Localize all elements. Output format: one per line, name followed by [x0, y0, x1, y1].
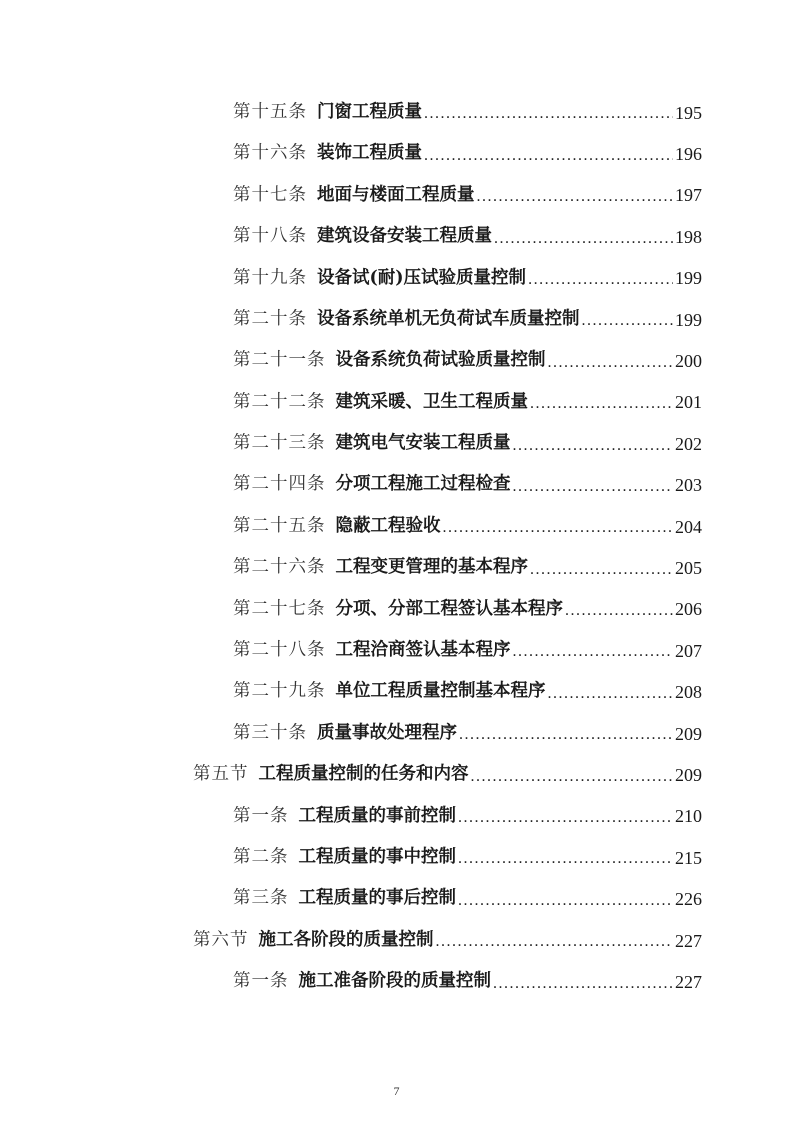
toc-entry-title: 工程质量的事前控制	[298, 805, 456, 826]
toc-entry-title: 施工各阶段的质量控制	[258, 929, 434, 950]
toc-entry[interactable]	[0, 547, 793, 588]
toc-entry-page: 208	[675, 682, 702, 703]
toc-entry-page: 205	[675, 557, 702, 578]
toc-entry-number: 第十八条	[233, 226, 307, 247]
toc-entry-number: 第三十条	[233, 722, 307, 743]
toc-entry[interactable]	[0, 671, 793, 712]
toc-dot-leader	[513, 438, 674, 465]
toc-entry-number: 第二十三条	[233, 433, 326, 454]
toc-entry-number: 第十五条	[233, 101, 307, 122]
toc-entry-number: 第二条	[233, 846, 289, 867]
toc-entry-page: 203	[675, 475, 702, 496]
toc-entry[interactable]	[0, 382, 793, 423]
toc-entry-number: 第二十一条	[233, 350, 326, 371]
toc-entry[interactable]	[0, 258, 793, 299]
toc-entry-number: 第二十八条	[233, 640, 326, 661]
toc-dot-leader	[513, 479, 674, 506]
toc-dot-leader	[471, 769, 674, 796]
toc-dot-leader	[530, 396, 673, 423]
toc-entry-page: 215	[675, 847, 702, 868]
toc-entry-title: 工程质量的事后控制	[298, 888, 456, 909]
toc-entry-page: 207	[675, 640, 702, 661]
toc-dot-leader	[458, 893, 673, 920]
toc-dot-leader	[582, 313, 674, 340]
toc-entry-number: 第一条	[233, 971, 289, 992]
toc-entry[interactable]	[0, 465, 793, 506]
toc-entry-page: 210	[675, 806, 702, 827]
toc-dot-leader	[424, 148, 673, 175]
toc-entry[interactable]	[0, 630, 793, 671]
toc-entry-page: 206	[675, 599, 702, 620]
toc-entry-number: 第二十七条	[233, 598, 326, 619]
toc-entry[interactable]	[0, 961, 793, 1002]
toc-entry[interactable]	[0, 340, 793, 381]
toc-entry-title: 建筑电气安装工程质量	[335, 433, 511, 454]
toc-entry-title: 工程质量控制的任务和内容	[258, 764, 469, 785]
toc-entry-title: 设备系统负荷试验质量控制	[335, 350, 546, 371]
toc-entry[interactable]	[0, 216, 793, 257]
toc-entry-number: 第二十五条	[233, 515, 326, 536]
toc-entry-page: 201	[675, 392, 702, 413]
toc-dot-leader	[494, 231, 673, 258]
toc-dot-leader	[565, 603, 673, 630]
toc-entry[interactable]	[0, 837, 793, 878]
toc-entry-page: 197	[675, 185, 702, 206]
toc-entry-page: 226	[675, 889, 702, 910]
toc-entry-page: 199	[675, 309, 702, 330]
toc-dot-leader	[548, 355, 674, 382]
toc-entry[interactable]	[0, 796, 793, 837]
toc-entry-title: 地面与楼面工程质量	[317, 184, 475, 205]
toc-dot-leader	[436, 934, 674, 961]
toc-entry-page: 204	[675, 516, 702, 537]
toc-entry-title: 建筑设备安装工程质量	[317, 226, 492, 247]
toc-entry-number: 第十七条	[233, 184, 307, 205]
toc-entry-page: 209	[675, 764, 702, 785]
table-of-contents	[0, 92, 793, 1003]
toc-entry-title: 工程质量的事中控制	[298, 846, 456, 867]
toc-entry-number: 第二十四条	[233, 474, 326, 495]
toc-entry-title: 工程洽商签认基本程序	[335, 640, 511, 661]
toc-dot-leader	[530, 562, 673, 589]
toc-entry-number: 第十六条	[233, 143, 307, 164]
toc-entry-page: 198	[675, 226, 702, 247]
toc-entry[interactable]	[0, 506, 793, 547]
toc-dot-leader	[493, 976, 673, 1003]
toc-entry-page: 195	[675, 102, 702, 123]
toc-entry[interactable]	[0, 754, 793, 795]
toc-entry-title: 建筑采暖、卫生工程质量	[335, 391, 528, 412]
toc-entry-title: 分项、分部工程签认基本程序	[335, 598, 563, 619]
toc-entry-title: 单位工程质量控制基本程序	[335, 681, 546, 702]
page-number: 7	[393, 1084, 400, 1098]
toc-entry-page: 199	[675, 268, 702, 289]
toc-entry[interactable]	[0, 713, 793, 754]
toc-entry[interactable]	[0, 175, 793, 216]
toc-entry-title: 分项工程施工过程检查	[335, 474, 511, 495]
toc-entry-number: 第十九条	[233, 267, 307, 288]
toc-dot-leader	[424, 106, 673, 133]
toc-dot-leader	[548, 686, 674, 713]
toc-entry-page: 227	[675, 971, 702, 992]
toc-entry[interactable]	[0, 423, 793, 464]
toc-entry-number: 第二十二条	[233, 391, 326, 412]
toc-entry-number: 第二十六条	[233, 557, 326, 578]
toc-entry[interactable]	[0, 133, 793, 174]
toc-entry-number: 第六节	[193, 929, 249, 950]
toc-dot-leader	[458, 851, 673, 878]
toc-entry-number: 第二十条	[233, 308, 307, 329]
toc-entry[interactable]	[0, 299, 793, 340]
toc-entry-title: 隐蔽工程验收	[335, 515, 441, 536]
toc-entry[interactable]	[0, 92, 793, 133]
toc-entry-title: 施工准备阶段的质量控制	[298, 971, 491, 992]
toc-entry[interactable]	[0, 878, 793, 919]
toc-entry-page: 196	[675, 144, 702, 165]
toc-entry-number: 第三条	[233, 888, 289, 909]
toc-entry-number: 第五节	[193, 764, 249, 785]
toc-dot-leader	[528, 272, 673, 299]
toc-dot-leader	[458, 810, 673, 837]
toc-entry-title: 质量事故处理程序	[317, 722, 457, 743]
toc-entry-number: 第一条	[233, 805, 289, 826]
toc-entry[interactable]	[0, 920, 793, 961]
toc-entry-title: 门窗工程质量	[317, 101, 422, 122]
toc-entry-title: 设备系统单机无负荷试车质量控制	[317, 308, 580, 329]
toc-entry-page: 202	[675, 433, 702, 454]
toc-entry-page: 227	[675, 930, 702, 951]
toc-entry[interactable]	[0, 589, 793, 630]
toc-entry-number: 第二十九条	[233, 681, 326, 702]
toc-entry-title: 装饰工程质量	[317, 143, 422, 164]
toc-entry-page: 209	[675, 723, 702, 744]
toc-dot-leader	[459, 727, 673, 754]
toc-entry-title: 工程变更管理的基本程序	[335, 557, 528, 578]
toc-dot-leader	[513, 644, 674, 671]
toc-entry-title: 设备试(耐)压试验质量控制	[317, 267, 527, 288]
toc-entry-page: 200	[675, 351, 702, 372]
toc-dot-leader	[477, 189, 674, 216]
toc-dot-leader	[443, 520, 674, 547]
